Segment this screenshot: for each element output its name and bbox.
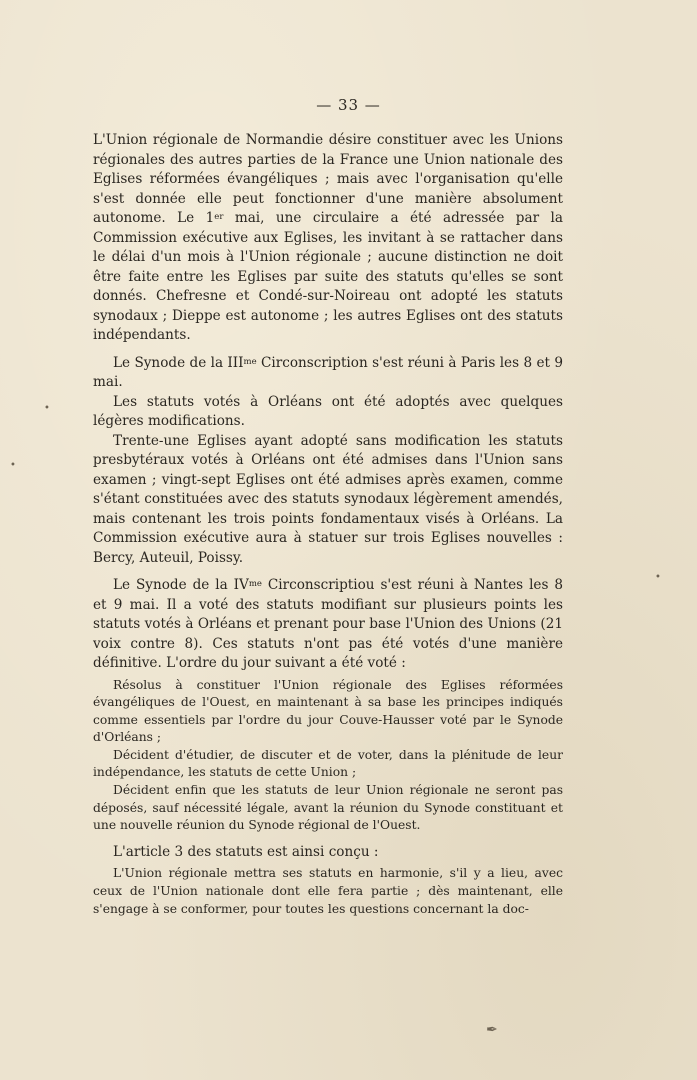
quote-article-3: L'Union régionale mettra ses statuts en harmonie, s'il y a lieu, avec ceux de l'Union nationale dont elle fera partie ; dès maintenant, elle s'engage à se conformer, pour toutes les questions concernant la doc-: [93, 866, 563, 916]
quote-resolus: Résolus à constituer l'Union régionale des Eglises réformées évangéliques de l'Ouest, en maintenant à sa base les principes indiqués comme essentiels par l'ordre du jour Couve-Hausser voté par le Synode d'Orléans ;: [93, 677, 563, 745]
paragraph-synode-iv: [93, 576, 563, 674]
ink-flourish-mark: ✒: [486, 1022, 498, 1038]
superscript-er: er: [214, 212, 224, 222]
paper-speck-mark: •: [655, 572, 661, 583]
quote-decident-enfin: Décident enfin que les statuts de leur Union régionale ne seront pas déposés, sauf nécessité légale, avant la réunion du Synode constituant et une nouvelle réunion du Synode régional de l'Ouest.: [93, 783, 563, 833]
paragraph-synode-iii-text-cont: Circonscription s'est réuni à Paris les 8 et 9 mai.: [93, 354, 563, 390]
page-number: — 33 —: [316, 96, 381, 114]
paragraph-normandie-number: 1: [205, 210, 215, 226]
paragraph-statuts-orleans: Les statuts votés à Orléans ont été adoptés avec quelques légères modifications.: [93, 393, 563, 429]
paragraph-article-3: L'article 3 des statuts est ainsi conçu :: [113, 843, 379, 860]
quote-decident-etudier: Décident d'étudier, de discuter et de voter, dans la plénitude de leur indépendance, les statuts de cette Union ;: [93, 747, 563, 780]
body-text: [93, 131, 563, 918]
paragraph-normandie: [93, 131, 563, 346]
paragraph-synode-iii: [93, 354, 563, 393]
paragraph-trente-une: Trente-une Eglises ayant adopté sans modification les statuts presbytéraux votés à Orléans ont été admises dans l'Union sans examen ; vingt-sept Eglises ont été admises après examen, comme s'étant constituées avec des statuts synodaux légèrement amendés, mais contenant les trois points fondamentaux visés à Orléans. La Commission exécutive aura à statuer sur trois Eglises nouvelles : Bercy, Auteuil, Poissy.: [93, 432, 563, 566]
superscript-me-iii: me: [243, 356, 257, 367]
superscript-me-iv: me: [248, 579, 262, 589]
paper-speck-mark: •: [44, 403, 50, 414]
paper-speck-mark: •: [10, 460, 16, 471]
paragraph-normandie-text: L'Union régionale de Normandie désire constituer avec les Unions régionales des autres parties de la France une Union nationale des Eglises réformées évangéliques ; mais avec l'organisation qu'elle s'est donnée elle peut fonctionner d'une manière absolument autonome. Le: [93, 132, 563, 226]
paragraph-synode-iv-text-cont: Circonscriptiou s'est réuni à Nantes les 8 et 9 mai. Il a voté des statuts modifiant sur plusieurs points les statuts votés à Orléans et prenant pour base l'Union des Unions (21 voix contre 8). Ces statuts n'ont pas été votés d'une manière définitive. L'ordre du jour suivant a été voté :: [93, 577, 564, 671]
paragraph-synode-iii-text: Le Synode de la III: [113, 354, 244, 371]
paragraph-synode-iv-text: Le Synode de la IV: [113, 577, 249, 593]
paragraph-normandie-text-cont: mai, une circulaire a été adressée par la Commission exécutive aux Eglises, les invitant à se rattacher dans le délai d'un mois à l'Union régionale ; aucune distinction ne doit être faite entre les Eglises par suite des statuts qu'elles se sont donnés. Chefresne et Condé-sur-Noireau ont adopté les statuts synodaux ; Dieppe est autonome ; les autres Eglises ont des statuts indépendants.: [93, 210, 563, 343]
